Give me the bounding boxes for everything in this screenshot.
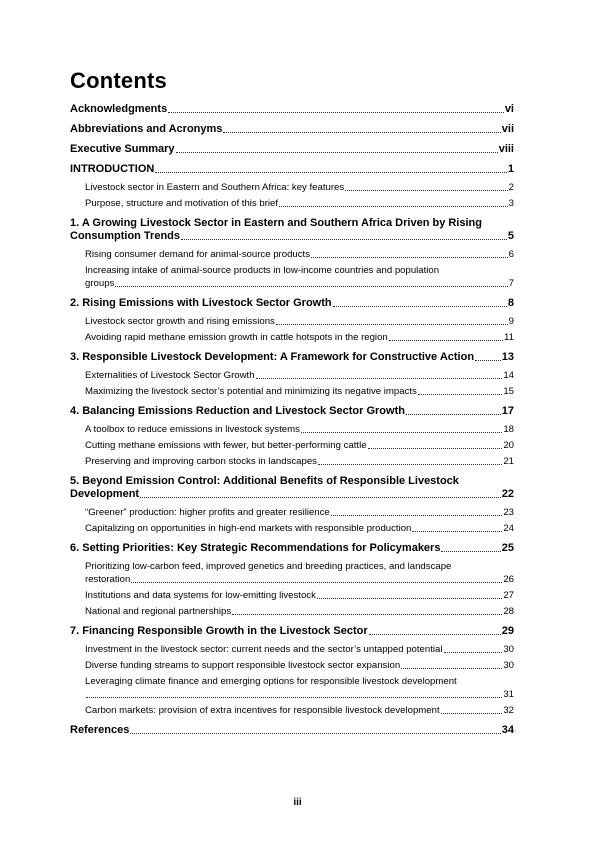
toc-entry-page: 6 xyxy=(508,249,514,260)
toc-entry-title: A toolbox to reduce emissions in livestock systems xyxy=(85,424,300,435)
toc-section-entry[interactable] xyxy=(70,217,514,243)
toc-subsection-entry[interactable] xyxy=(70,181,514,194)
toc-entry-title: Carbon markets: provision of extra incentives for responsible livestock development xyxy=(85,705,440,716)
toc-section-entry[interactable] xyxy=(70,351,514,364)
toc-entry-title: Livestock sector growth and rising emissions xyxy=(85,316,275,327)
toc-section-entry[interactable] xyxy=(70,724,514,737)
dot-leader xyxy=(441,551,500,552)
toc-entry-title: 4. Balancing Emissions Reduction and Livestock Sector Growth xyxy=(70,405,405,417)
toc-entry-page: 32 xyxy=(503,705,514,716)
toc-entry-title: INTRODUCTION xyxy=(70,163,155,175)
toc-entry-title: Purpose, structure and motivation of this brief xyxy=(85,198,279,209)
toc-entry-page: 30 xyxy=(503,644,514,655)
toc-subsection-entry[interactable] xyxy=(70,506,514,519)
toc-entry-page: 13 xyxy=(501,351,514,363)
dot-leader xyxy=(412,531,502,532)
toc-subsection-entry[interactable] xyxy=(70,522,514,535)
toc-entry-title: Executive Summary xyxy=(70,143,175,155)
toc-section-entry[interactable] xyxy=(70,143,514,156)
toc-entry-page: 22 xyxy=(501,488,514,500)
dot-leader xyxy=(86,697,502,698)
dot-leader xyxy=(130,733,500,734)
toc-entry-page: vi xyxy=(504,103,514,115)
dot-leader xyxy=(401,668,502,669)
toc-entry-title: Avoiding rapid methane emission growth in cattle hotspots in the region xyxy=(85,332,388,343)
toc-entry-page: 14 xyxy=(503,370,514,381)
toc-entry-title: 3. Responsible Livestock Development: A Framework for Constructive Action xyxy=(70,351,475,363)
toc-section-entry[interactable] xyxy=(70,542,514,555)
toc-subsection-entry[interactable] xyxy=(70,589,514,602)
toc-entry-last-line xyxy=(85,573,514,586)
dot-leader xyxy=(181,239,507,240)
toc-entry-title-line2: restoration xyxy=(85,574,131,585)
toc-entry-title: Diverse funding streams to support responsible livestock sector expansion xyxy=(85,660,401,671)
toc-section-entry[interactable] xyxy=(70,297,514,310)
toc-entry-title: National and regional partnerships xyxy=(85,606,232,617)
toc-entry-page: 8 xyxy=(507,297,514,309)
dot-leader xyxy=(232,614,502,615)
dot-leader xyxy=(345,190,507,191)
dot-leader xyxy=(318,464,502,465)
dot-leader xyxy=(131,582,502,583)
dot-leader xyxy=(317,598,502,599)
dot-leader xyxy=(369,634,501,635)
dot-leader xyxy=(176,152,498,153)
toc-entry-title-line2: groups xyxy=(85,278,115,289)
toc-entry-page: 21 xyxy=(503,456,514,467)
toc-entry-title: Externalities of Livestock Sector Growth xyxy=(85,370,255,381)
table-of-contents xyxy=(70,103,514,737)
toc-subsection-entry[interactable] xyxy=(70,197,514,210)
toc-entry-page: 18 xyxy=(503,424,514,435)
toc-entry-title: “Greener” production: higher profits and greater resilience xyxy=(85,507,330,518)
page-number: iii xyxy=(293,797,302,808)
toc-entry-page: 26 xyxy=(503,574,514,585)
toc-entry-page: 1 xyxy=(507,163,514,175)
toc-entry-page: 7 xyxy=(508,278,514,289)
toc-subsection-entry[interactable] xyxy=(70,659,514,672)
toc-subsection-entry[interactable] xyxy=(70,248,514,261)
toc-entry-title: 7. Financing Responsible Growth in the Livestock Sector xyxy=(70,625,368,637)
toc-entry-page: 9 xyxy=(508,316,514,327)
toc-entry-title: Maximizing the livestock sector’s potential and minimizing its negative impacts xyxy=(85,386,417,397)
dot-leader xyxy=(441,713,503,714)
toc-entry-page: 27 xyxy=(503,590,514,601)
dot-leader xyxy=(155,172,507,173)
toc-entry-title: Preserving and improving carbon stocks in landscapes xyxy=(85,456,317,467)
dot-leader xyxy=(311,257,508,258)
toc-entry-page: 2 xyxy=(508,182,514,193)
dot-leader xyxy=(301,432,502,433)
toc-entry-title: Abbreviations and Acronyms xyxy=(70,123,223,135)
toc-subsection-entry[interactable] xyxy=(70,675,514,701)
dot-leader xyxy=(331,515,503,516)
toc-section-entry[interactable] xyxy=(70,405,514,418)
toc-entry-title: Livestock sector in Eastern and Southern Africa: key features xyxy=(85,182,345,193)
toc-entry-title-line1: 5. Beyond Emission Control: Additional Benefits of Responsible Livestock xyxy=(70,475,459,487)
toc-subsection-entry[interactable] xyxy=(70,560,514,586)
toc-entry-page: 5 xyxy=(507,230,514,242)
toc-entry-page: 11 xyxy=(504,332,514,343)
toc-subsection-entry[interactable] xyxy=(70,439,514,452)
toc-subsection-entry[interactable] xyxy=(70,264,514,290)
toc-entry-title: Acknowledgments xyxy=(70,103,168,115)
toc-entry-page: 3 xyxy=(508,198,514,209)
toc-subsection-entry[interactable] xyxy=(70,385,514,398)
dot-leader xyxy=(256,378,503,379)
toc-entry-page: 17 xyxy=(501,405,514,417)
dot-leader xyxy=(168,112,504,113)
toc-subsection-entry[interactable] xyxy=(70,605,514,618)
toc-entry-title-line1: Prioritizing low-carbon feed, improved genetics and breeding practices, and landscape xyxy=(85,561,452,572)
toc-entry-page: vii xyxy=(501,123,514,135)
toc-entry-last-line xyxy=(85,277,514,290)
toc-section-entry[interactable] xyxy=(70,475,514,501)
toc-entry-page: 34 xyxy=(501,724,514,736)
dot-leader xyxy=(389,340,503,341)
dot-leader xyxy=(279,206,508,207)
toc-subsection-entry[interactable] xyxy=(70,331,514,344)
toc-subsection-entry[interactable] xyxy=(70,369,514,382)
toc-entry-title: References xyxy=(70,724,130,736)
toc-entry-title-line1: 1. A Growing Livestock Sector in Eastern and Southern Africa Driven by Rising xyxy=(70,217,482,229)
dot-leader xyxy=(140,497,501,498)
toc-entry-title: Investment in the livestock sector: current needs and the sector’s untapped potential xyxy=(85,644,443,655)
toc-section-entry[interactable] xyxy=(70,163,514,176)
toc-entry-page: 25 xyxy=(501,542,514,554)
toc-entry-page: 23 xyxy=(503,507,514,518)
toc-subsection-entry[interactable] xyxy=(70,455,514,468)
toc-entry-last-line xyxy=(70,230,514,243)
dot-leader xyxy=(418,394,502,395)
toc-subsection-entry[interactable] xyxy=(70,423,514,436)
toc-entry-title-line1: Increasing intake of animal-source products in low-income countries and population xyxy=(85,265,440,276)
toc-entry-page: 29 xyxy=(501,625,514,637)
page-title: Contents xyxy=(70,68,167,93)
dot-leader xyxy=(223,132,500,133)
toc-entry-page: viii xyxy=(498,143,514,155)
toc-entry-last-line xyxy=(85,688,514,701)
toc-entry-title: 2. Rising Emissions with Livestock Sector Growth xyxy=(70,297,332,309)
toc-entry-page: 31 xyxy=(503,689,514,700)
dot-leader xyxy=(276,324,508,325)
toc-section-entry[interactable] xyxy=(70,123,514,136)
toc-entry-title: Rising consumer demand for animal-source products xyxy=(85,249,311,260)
toc-section-entry[interactable] xyxy=(70,103,514,116)
toc-subsection-entry[interactable] xyxy=(70,315,514,328)
toc-entry-page: 15 xyxy=(503,386,514,397)
toc-entry-title: 6. Setting Priorities: Key Strategic Recommendations for Policymakers xyxy=(70,542,441,554)
dot-leader xyxy=(333,306,507,307)
toc-entry-last-line xyxy=(70,488,514,501)
toc-entry-page: 28 xyxy=(503,606,514,617)
dot-leader xyxy=(475,360,501,361)
toc-subsection-entry[interactable] xyxy=(70,643,514,656)
toc-entry-title-line2: Consumption Trends xyxy=(70,230,180,242)
toc-entry-title-line2: Development xyxy=(70,488,140,500)
dot-leader xyxy=(406,414,501,415)
toc-entry-title: Capitalizing on opportunities in high-end markets with responsible production xyxy=(85,523,412,534)
toc-entry-title-line1: Leveraging climate finance and emerging options for responsible livestock development xyxy=(85,676,457,687)
toc-section-entry[interactable] xyxy=(70,625,514,638)
toc-entry-title: Institutions and data systems for low-emitting livestock xyxy=(85,590,316,601)
dot-leader xyxy=(444,652,503,653)
toc-entry-title: Cutting methane emissions with fewer, but better-performing cattle xyxy=(85,440,367,451)
dot-leader xyxy=(368,448,503,449)
toc-entry-page: 30 xyxy=(503,660,514,671)
dot-leader xyxy=(115,286,507,287)
toc-subsection-entry[interactable] xyxy=(70,704,514,717)
toc-entry-page: 24 xyxy=(503,523,514,534)
toc-entry-page: 20 xyxy=(503,440,514,451)
